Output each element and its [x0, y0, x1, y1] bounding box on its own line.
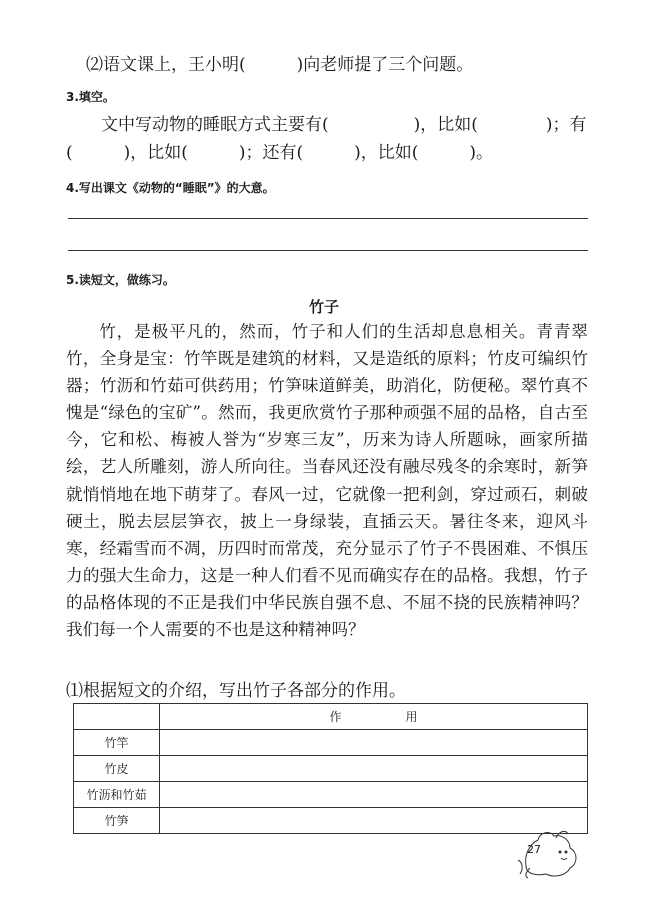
answer-cell[interactable] [160, 782, 588, 808]
q5-title: 5.读短文，做练习。 [66, 273, 175, 287]
q4-title: 4.写出课文《动物的“睡眠”》的大意。 [66, 181, 275, 195]
q5-sub1: ⑴根据短文的介绍，写出竹子各部分的作用。 [66, 681, 406, 701]
row-label: 竹沥和竹茹 [74, 782, 160, 808]
q3-line2: ( )，比如( )；还有( )，比如( )。 [66, 143, 494, 163]
table-row [74, 730, 588, 756]
passage-body [66, 318, 588, 643]
passage-title: 竹子 [309, 298, 340, 316]
row-label: 竹皮 [74, 756, 160, 782]
answer-line-2[interactable] [68, 250, 588, 251]
page-number: 27 [527, 843, 541, 856]
table-row [74, 782, 588, 808]
table-row [74, 756, 588, 782]
row-label: 竹笋 [74, 808, 160, 834]
q2-sub2: ⑵语文课上，王小明( )向老师提了三个问题。 [86, 55, 474, 75]
function-table [73, 703, 588, 834]
passage-paragraph: 竹，是极平凡的，然而，竹子和人们的生活却息息相关。青青翠竹，全身是宝：竹竿既是建筑的材料，又是造纸的原料；竹皮可编织竹器；竹沥和竹茹可供药用；竹笋味道鲜美，助消化，防便秘。翠竹真不愧是“绿色的宝矿”。然而，我更欣赏竹子那种顽强不屈的品格，自古至今，它和松、梅被人誉为“岁寒三友”，历来为诗人所题咏，画家所描绘，艺人所雕刻，游人所向往。当春风还没有融尽残冬的余寒时，新笋就悄悄地在地下萌芽了。春风一过，它就像一把利剑，穿过顽石，刺破硬土，脱去层层笋衣，披上一身绿装，直插云天。暑往冬来，迎风斗寒，经霜雪而不凋，历四时而常茂，充分显示了竹子不畏困难、不惧压力的强大生命力，这是一种人们看不见而确实存在的品格。我想，竹子的品格体现的不正是我们中华民族自强不息、不屈不挠的民族精神吗？我们每一个人需要的不也是这种精神吗？ [66, 322, 588, 640]
table-row [74, 808, 588, 834]
row-label: 竹竿 [74, 730, 160, 756]
header-char-b: 用 [405, 710, 418, 724]
answer-cell[interactable] [160, 756, 588, 782]
table-header-cell [160, 704, 588, 730]
table-corner-cell [74, 704, 160, 730]
answer-line-1[interactable] [68, 218, 588, 219]
q3-line1: 文中写动物的睡眠方式主要有( )，比如( )；有 [101, 115, 587, 135]
table-header-row [74, 704, 588, 730]
q3-title: 3.填空。 [66, 90, 115, 104]
header-char-a: 作 [329, 710, 342, 724]
answer-cell[interactable] [160, 730, 588, 756]
